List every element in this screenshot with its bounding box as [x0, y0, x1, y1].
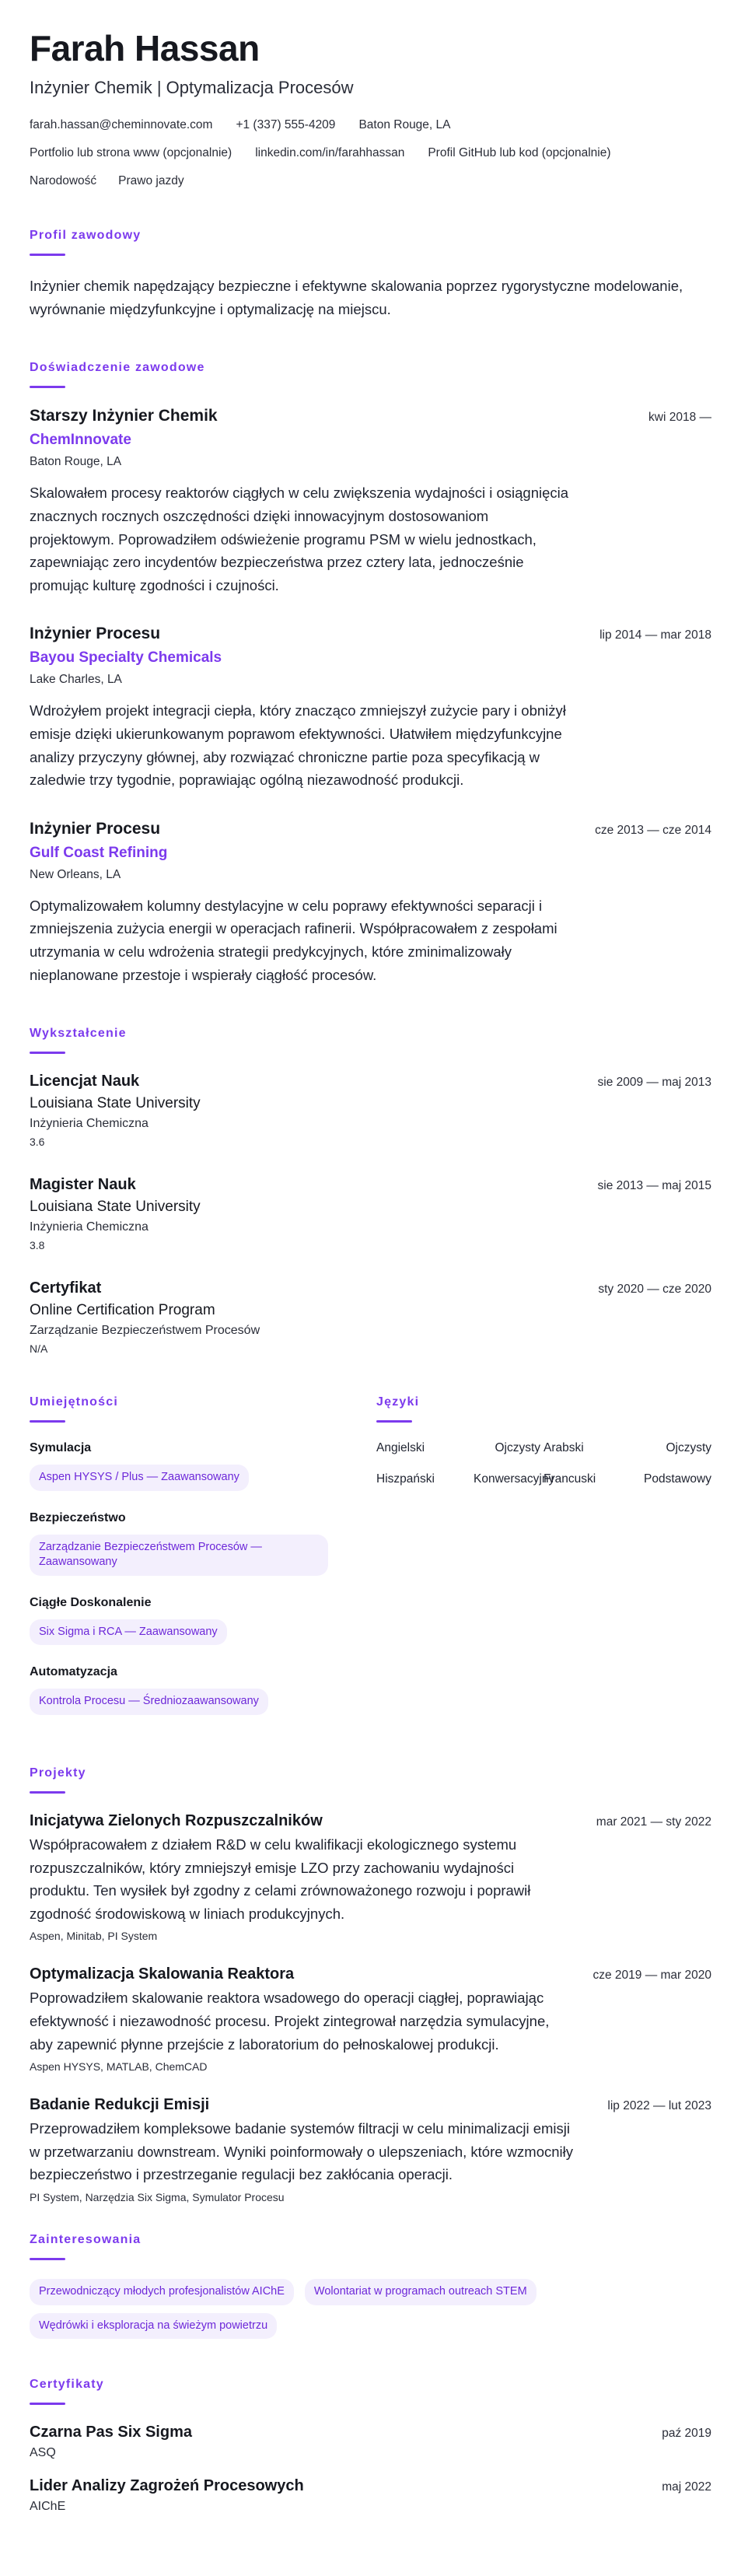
job-role: Starszy Inżynier Chemik: [30, 407, 218, 425]
language-name: Francuski: [544, 1472, 596, 1486]
certification-name: Czarna Pas Six Sigma: [30, 2424, 192, 2441]
job-date: lip 2014 — mar 2018: [599, 628, 711, 642]
project-date: mar 2021 — sty 2022: [596, 1815, 711, 1829]
interest-pill: Przewodniczący młodych profesjonalistów AIChE: [30, 2279, 294, 2305]
project-tools: Aspen, Minitab, PI System: [30, 1930, 158, 1943]
github-link[interactable]: Profil GitHub lub kod (opcjonalnie): [428, 146, 611, 160]
location-text: Baton Rouge, LA: [358, 118, 451, 132]
section-heading: Wykształcenie: [30, 1027, 127, 1041]
section-heading: Doświadczenie zawodowe: [30, 361, 205, 375]
skill-group: [30, 1511, 348, 1576]
section-divider: [30, 1052, 65, 1054]
skills-languages-row: [30, 1395, 711, 1735]
section-heading: Profil zawodowy: [30, 229, 142, 243]
contact-row-1: [30, 118, 711, 132]
project-tools: Aspen HYSYS, MATLAB, ChemCAD: [30, 2060, 208, 2074]
section-divider: [30, 1791, 65, 1794]
experience-entry: [30, 407, 711, 597]
gpa-value: 3.6: [30, 1136, 45, 1149]
job-date: kwi 2018 —: [648, 411, 711, 425]
study-field: Zarządzanie Bezpieczeństwem Procesów: [30, 1324, 260, 1338]
project-name: Badanie Redukcji Emisji: [30, 2096, 210, 2114]
section-divider: [376, 1420, 412, 1423]
education-entry: [30, 1279, 711, 1355]
skill-category: Bezpieczeństwo: [30, 1510, 126, 1524]
email-link[interactable]: farah.hassan@cheminnovate.com: [30, 118, 213, 132]
certification-name: Lider Analizy Zagrożeń Procesowych: [30, 2477, 304, 2495]
candidate-title: Inżynier Chemik | Optymalizacja Procesów: [30, 78, 354, 98]
interests-section: [30, 2233, 711, 2347]
section-divider: [30, 1420, 65, 1423]
section-divider: [30, 254, 65, 256]
certification-entry: [30, 2477, 711, 2514]
language-level: Ojczysty: [666, 1441, 711, 1455]
job-description: Wdrożyłem projekt integracji ciepła, który znacząco zmniejszył zużycie pary i obniżył emisje dzięki ukierunkowanym poprawom efektywności. Ułatwiłem międzyfunkcyjne analizy przyczyny głównej, aby rozwiązać chroniczne partie poza specyfikacją w zaledwie trzy tygodnie, poprawiając ogólną niezawodność produkcji.: [30, 702, 566, 789]
section-heading: Certyfikaty: [30, 2378, 104, 2392]
summary-text: Inżynier chemik napędzający bezpieczne i efektywne skalowania poprzez rygorystyczne modelowanie, wyrównanie międzyfunkcyjne i optymalizację na miejscu.: [30, 278, 683, 317]
skill-pill: Kontrola Procesu — Średniozaawansowany: [30, 1689, 268, 1715]
section-divider: [30, 2403, 65, 2405]
skill-pill: Six Sigma i RCA — Zaawansowany: [30, 1619, 227, 1646]
experience-entry: [30, 820, 711, 986]
education-date: sie 2013 — maj 2015: [597, 1179, 711, 1193]
language-name: Arabski: [544, 1441, 584, 1455]
project-entry: [30, 2096, 711, 2203]
language-name: Hiszpański: [376, 1472, 435, 1486]
school-name: Louisiana State University: [30, 1095, 201, 1112]
certification-issuer: ASQ: [30, 2446, 56, 2460]
project-description: Przeprowadziłem kompleksowe badanie systemów filtracji w celu minimalizacji emisji w przetwarzaniu downstream. Wyniki poinformowały o ulepszeniach, które wzmocniły bezpieczeństwo i przestrzeganie regulacji bez zakłócania operacji.: [30, 2120, 573, 2183]
skill-group: [30, 1665, 348, 1715]
skill-pill: Zarządzanie Bezpieczeństwem Procesów — Zaawansowany: [30, 1535, 328, 1576]
section-heading: Projekty: [30, 1766, 86, 1780]
education-section: [30, 1027, 711, 1355]
degree-name: Magister Nauk: [30, 1176, 136, 1194]
project-description: Współpracowałem z działem R&D w celu kwalifikacji ekologicznego systemu rozpuszczalników, który zmniejszył emisje LZO przy zachowaniu wydajności produktu. Ten wysiłek był zgodny z celami zrównoważonego rozwoju i poprawił zgodność środowiskową w liniach produkcyjnych.: [30, 1836, 531, 1922]
certification-date: paź 2019: [662, 2427, 711, 2441]
project-date: lip 2022 — lut 2023: [607, 2099, 711, 2113]
summary-section: [30, 229, 711, 320]
section-divider: [30, 386, 65, 388]
job-location: Lake Charles, LA: [30, 673, 122, 687]
language-level: Podstawowy: [643, 1472, 711, 1486]
job-role: Inżynier Procesu: [30, 625, 161, 643]
study-field: Inżynieria Chemiczna: [30, 1117, 149, 1131]
certifications-section: [30, 2378, 711, 2514]
study-field: Inżynieria Chemiczna: [30, 1220, 149, 1234]
candidate-name: Farah Hassan: [30, 28, 260, 68]
certification-entry: [30, 2424, 711, 2460]
certification-issuer: AIChE: [30, 2500, 66, 2514]
education-date: sty 2020 — cze 2020: [598, 1283, 711, 1297]
education-entry: [30, 1176, 711, 1251]
skill-category: Ciągłe Doskonalenie: [30, 1595, 152, 1609]
contact-row-3: [30, 174, 711, 188]
section-heading: Języki: [376, 1395, 420, 1409]
language-name: Angielski: [376, 1441, 425, 1455]
interest-pill: Wolontariat w programach outreach STEM: [305, 2279, 537, 2305]
certification-date: maj 2022: [662, 2480, 711, 2494]
company-name: Gulf Coast Refining: [30, 844, 168, 861]
skill-category: Symulacja: [30, 1441, 92, 1455]
nationality-text: Narodowość: [30, 174, 97, 188]
gpa-value: 3.8: [30, 1239, 45, 1252]
education-date: sie 2009 — maj 2013: [597, 1076, 711, 1090]
job-description: Skalowałem procesy reaktorów ciągłych w celu zwiększenia wydajności i osiągnięcia znacznych rocznych oszczędności dzięki innowacyjnym dostosowaniom projektowym. Poprowadziłem odświeżenie programu PSM w wielu jednostkach, zapewniając zero incydentów bezpieczeństwa przez cztery lata, jednocześnie promując kulturę zgodności i czujności.: [30, 485, 569, 593]
job-role: Inżynier Procesu: [30, 819, 161, 838]
interests-list: [30, 2279, 711, 2347]
languages-grid: [376, 1441, 711, 1486]
job-location: Baton Rouge, LA: [30, 455, 122, 469]
language-level: Ojczysty: [495, 1441, 540, 1455]
gpa-value: N/A: [30, 1342, 48, 1356]
company-name: Bayou Specialty Chemicals: [30, 649, 222, 667]
school-name: Online Certification Program: [30, 1302, 215, 1319]
projects-section: [30, 1766, 711, 2203]
skill-pill: Aspen HYSYS / Plus — Zaawansowany: [30, 1465, 249, 1491]
phone-text[interactable]: +1 (337) 555-4209: [236, 118, 336, 132]
skill-category: Automatyzacja: [30, 1665, 117, 1679]
skills-section: [30, 1395, 348, 1735]
education-entry: [30, 1073, 711, 1148]
section-heading: Zainteresowania: [30, 2232, 142, 2246]
language-level: Konwersacyjny: [474, 1472, 555, 1486]
job-date: cze 2013 — cze 2014: [595, 823, 711, 837]
project-date: cze 2019 — mar 2020: [592, 1969, 711, 1983]
experience-section: [30, 361, 711, 986]
portfolio-link[interactable]: Portfolio lub strona www (opcjonalnie): [30, 146, 232, 160]
project-description: Poprowadziłem skalowanie reaktora wsadowego do operacji ciągłej, poprawiając efektywność i niezawodność procesu. Projekt zintegrował narzędzia symulacyjne, aby zapewnić płynne przejście z laboratorium do pełnoskalowej produkcji.: [30, 1990, 550, 2053]
license-text: Prawo jazdy: [118, 174, 184, 188]
project-tools: PI System, Narzędzia Six Sigma, Symulator Procesu: [30, 2190, 285, 2203]
experience-entry: [30, 625, 711, 791]
project-entry: [30, 1812, 711, 1942]
languages-section: [376, 1395, 711, 1735]
section-heading: Umiejętności: [30, 1395, 118, 1409]
contact-row-2: [30, 146, 711, 160]
project-name: Inicjatywa Zielonych Rozpuszczalników: [30, 1812, 323, 1830]
linkedin-link[interactable]: linkedin.com/in/farahhassan: [255, 146, 405, 160]
interest-pill: Wędrówki i eksploracja na świeżym powietrzu: [30, 2313, 277, 2340]
project-entry: [30, 1965, 711, 2073]
degree-name: Certyfikat: [30, 1279, 102, 1297]
project-name: Optymalizacja Skalowania Reaktora: [30, 1965, 295, 1983]
company-name: ChemInnovate: [30, 432, 131, 449]
skill-group: [30, 1441, 348, 1491]
section-divider: [30, 2258, 65, 2260]
degree-name: Licencjat Nauk: [30, 1073, 140, 1090]
job-description: Optymalizowałem kolumny destylacyjne w celu poprawy efektywności separacji i zmniejszenia zużycia energii w operacjach rafinerii. Współpracowałem z zespołami utrzymania w celu wdrożenia strategii predykcyjnych, które zminimalizowały nieplanowane przestoje i wspierały ciągłość procesów.: [30, 897, 557, 983]
skill-group: [30, 1596, 348, 1646]
job-location: New Orleans, LA: [30, 867, 121, 881]
school-name: Louisiana State University: [30, 1199, 201, 1216]
